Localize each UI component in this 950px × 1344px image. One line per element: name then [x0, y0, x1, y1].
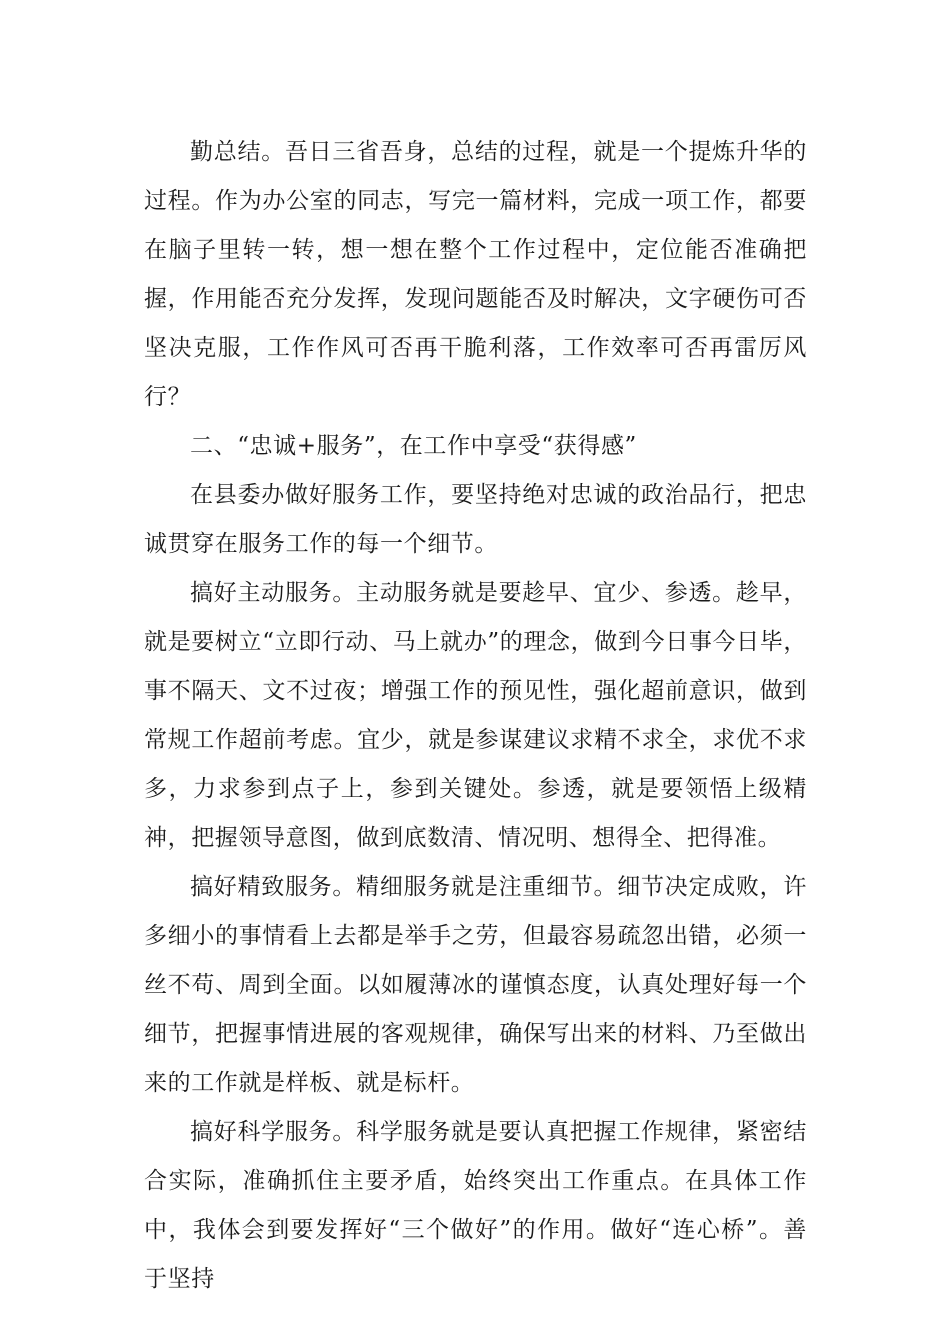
section-heading: 二、“忠诚+服务”，在工作中享受“获得感”	[190, 433, 637, 459]
paragraph-intro: 在县委办做好服务工作，要坚持绝对忠诚的政治品行，把忠诚贯穿在服务工作的每一个细节。	[144, 482, 807, 557]
paragraph-active-service: 搞好主动服务。主动服务就是要趁早、宜少、参透。趁早，就是要树立“立即行动、马上就办”的理念，做到今日事今日毕，事不隔天、文不过夜；增强工作的预见性，强化超前意识，做到常规工作超前考虑。宜少，就是参谋建议求精不求全，求优不求多，力求参到点子上，参到关键处。参透，就是要领悟上级精神，把握领导意图，做到底数清、情况明、想得全、把得准。	[144, 580, 807, 851]
paragraph-summary: 勤总结。吾日三省吾身，总结的过程，就是一个提炼升华的过程。作为办公室的同志，写完一篇材料，完成一项工作，都要在脑子里转一转，想一想在整个工作过程中，定位能否准确把握，作用能否充分发挥，发现问题能否及时解决，文字硬伤可否坚决克服，工作作风可否再干脆利落，工作效率可否再雷厉风行？	[144, 139, 807, 410]
paragraph-scientific-service: 搞好科学服务。科学服务就是要认真把握工作规律，紧密结合实际，准确抓住主要矛盾，始终突出工作重点。在具体工作中，我体会到要发挥好“三个做好”的作用。做好“连心桥”。善于坚持	[144, 1119, 807, 1292]
document-body	[144, 128, 807, 1304]
paragraph-refined-service: 搞好精致服务。精细服务就是注重细节。细节决定成败，许多细小的事情看上去都是举手之劳，但最容易疏忽出错，必须一丝不苟、周到全面。以如履薄冰的谨慎态度，认真处理好每一个细节，把握事情进展的客观规律，确保写出来的材料、乃至做出来的工作就是样板、就是标杆。	[144, 874, 807, 1096]
